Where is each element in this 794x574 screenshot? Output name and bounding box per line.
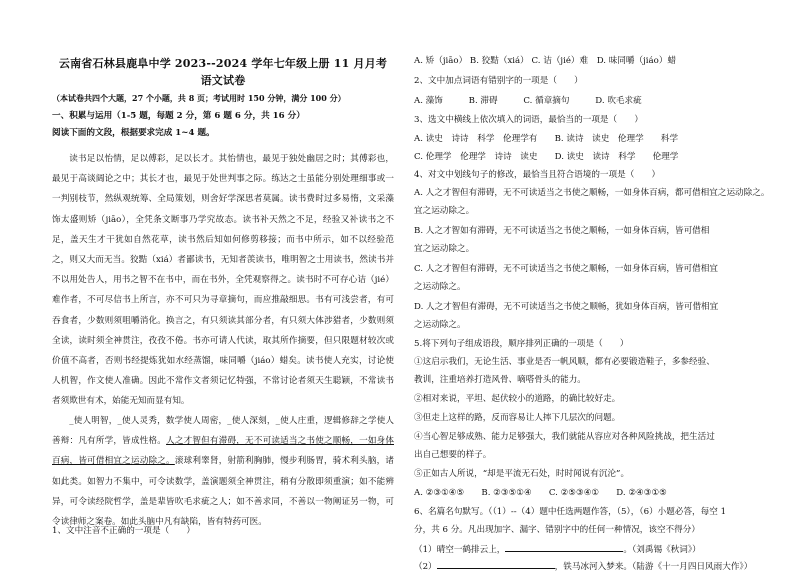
- q5-sentence-5: ⑤正如古人所说，“却是平流无石处，时时闻说有沉沦”。: [414, 469, 630, 479]
- q5-sentence-3: ③但走上这样的路，反而容易让人摔下几层次的问题。: [414, 413, 621, 423]
- question-2: 2、文中加点词语有错别字的一项是（ ）: [414, 76, 583, 86]
- q4-option-a-cont: 宜之运动除之。: [414, 206, 475, 216]
- para2-part-c: 滚球利睾肾，射箭利胸肺，慢步利肠胃，骑术利头脑，诸如此类。如智力不集中，可令读数学，盖演题须全神贯注，稍有分散即须重演；如不能辨异，可令读经院哲学，盖是辈皆吹毛求疵之人；如不善求同，不善以一物阐证另一物，可令读律师之案卷。如此头脑中凡有缺陷，皆有特药可医。: [52, 456, 394, 528]
- q5-sentence-4: ④当心智足够成熟、能力足够强大，我们就能从容应对各种风险挑战，把生活过: [414, 432, 715, 442]
- question-3: 3、选文中横线上依次填入的词语，最恰当的一项是（ ）: [414, 115, 643, 125]
- question-1: 1、文中注音不正确的一项是（ ）: [52, 526, 195, 536]
- q3-options-cd: C. 伦理学 伦理学 诗诗 读史 D. 读史 读诗 科学 伦理学: [414, 152, 679, 162]
- q1-options: A. 矫（jiāo） B. 狡黠（xiá） C. 诘（jié）难 D. 味同嚼（jiáo）蜡: [414, 56, 677, 66]
- question-6: 6、名篇名句默写。（（1）--（4）题中任选两题作答，（5），（6）小题必答，每空 1: [414, 507, 727, 517]
- para2-underlined-sentence: 人之才智但有滞碍，无不可读适当之书使之顺畅，一如身体百病，皆可借相宜之运动除之。: [52, 436, 394, 467]
- q4-option-d-cont: 之运动除之。: [414, 320, 466, 330]
- reading-instruction: 阅读下面的文段，根据要求完成 1~4 题。: [52, 128, 215, 138]
- q6-item-1: （1）晴空一鹤排云上， 。（刘禹锡《秋词》）: [414, 542, 776, 557]
- exam-title-line2: 语文试卷: [200, 74, 246, 87]
- q5-options: A. ②③①④⑤ B. ②③⑤①④ C. ②⑤③④① D. ②④③①⑤: [414, 488, 667, 498]
- reading-passage-para2: [52, 411, 394, 532]
- q4-option-b: B. 人之才智如有滞碍，无不可读适当之书使之顺畅，一如身体百病，皆可借相: [414, 226, 710, 236]
- q4-option-b-cont: 宜之运动除之。: [414, 244, 475, 254]
- q4-option-a: A. 人之才智但有滞碍，无不可读适当之书使之顺畅，一如身体百病，都可借相宜之运动除之。: [414, 188, 770, 198]
- exam-note: （本试卷共四个大题，27 个小题，共 8 页；考试用时 150 分钟，满分 100 分）: [52, 93, 346, 103]
- q2-options: A. 藻饰 B. 滞碍 C. 循章摘句 D. 吹毛求疵: [414, 96, 642, 106]
- question-5: 5.将下列句子组成语段，顺序排列正确的一项是（ ）: [414, 339, 629, 349]
- exam-title-line1: 云南省石林县鹿阜中学 2023--2024 学年七年级上册 11 月月考: [58, 57, 388, 70]
- left-column: [52, 0, 394, 561]
- q4-option-c-cont: 之运动除之。: [414, 282, 466, 292]
- q5-sentence-4-cont: 出自己想要的样子。: [414, 450, 492, 460]
- question-4: 4、对文中划线句子的修改，最恰当且符合语境的一项是（ ）: [414, 170, 661, 180]
- q4-option-d: D. 人之才智但有滞碍，无不可读适当之书使之顺畅，犹如身体百病，皆可借相宜: [414, 302, 719, 312]
- reading-passage-para1: 读书足以怡情，足以傅彩，足以长才。其怡情也，最见于独处幽居之时；其傅彩也，最见于高谈阔论之中；其长才也，最见于处世判事之际。练达之士虽能分别处理细事或一一判别枝节，然纵观统筹、全局策划，则舍好学深思者莫属。读书费时过多易惰，文采藻饰太盛则矫（jiāo），全凭条文断事乃学究故态。读书补天然之不足，经验又补读书之不足，盖天生才干犹如自然花草，读书然后知如何修剪移接；而书中所示，如不以经验范之，则又大而无当。狡黠（xiá）者鄙读书，无知者羡读书，唯明智之士用读书，然读书并不以用处告人，用书之智不在书中，而在书外，全凭观察得之。读书时不可存心诘（jié）难作者，不可尽信书上所言，亦不可只为寻章摘句，而应推敲细思。书有可浅尝者，有可吞食者，少数则须咀嚼消化。换言之，有只须读其部分者，有只须大体涉猎者，少数则须全读，读时须全神贯注，孜孜不倦。书亦可请人代读，取其所作摘要，但只限题材较次或价值不高者，否则书经提炼犹如水经蒸馏，味同嚼（jiáo）蜡矣。读书使人充实，讨论使人机智，作文使人准确。因此不常作文者须记忆特强，不常讨论者须天生聪颖，不常读书者须欺世有术，始能无知而显有知。: [52, 154, 394, 407]
- q6-item-1-answer-blank[interactable]: [505, 542, 623, 552]
- question-6-cont: 分，共 6 分。凡出现加字、漏字、错别字中的任何一种情况，该空不得分）: [414, 525, 700, 535]
- q6-item-2: （2） ，铁马冰河入梦来。（陆游《十一月四日风雨大作》）: [414, 559, 776, 574]
- q4-option-c: C. 人之才智但有滞碍，无不可读适当之书使之顺畅，一如身体百病，皆可借相宜: [414, 264, 718, 274]
- para2-part-a: _使人明智，_使人灵秀，数学使人周密，_使人深刻，_使人庄重，逻辑修辞之学使人善辩：凡有所学，皆成性格。: [52, 416, 394, 447]
- section1-heading: 一、积累与运用（1-5 题，每题 2 分，第 6 题 6 分，共 16 分）: [52, 111, 305, 121]
- q5-sentence-1-cont: 教训，注重培养打造风骨、嘀嗒骨头的能力。: [414, 375, 586, 385]
- q5-sentence-2: ②相对来说，平坦、起伏较小的道路，的确比较好走。: [414, 394, 621, 404]
- q3-options-ab: A. 读史 诗诗 科学 伦理学有 B. 读诗 读史 伦理学 科学: [414, 134, 679, 144]
- right-column: [414, 0, 776, 572]
- q5-sentence-1: ①这启示我们，无论生活、事业是否一帆风顺，都有必要锻造鞋子，多参经验、: [414, 357, 715, 367]
